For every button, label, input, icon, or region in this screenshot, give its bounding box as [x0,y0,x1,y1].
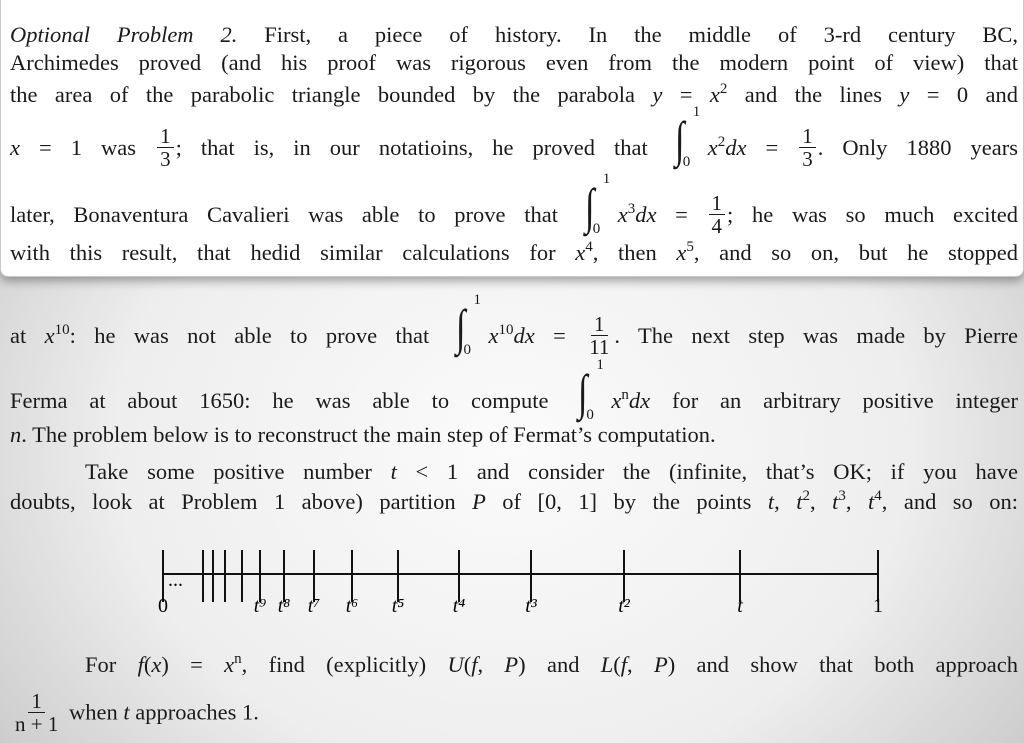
tick-label: t⁴ [452,595,466,617]
exponent: 3 [627,201,636,217]
text: approaches 1. [129,699,259,725]
numerator: 1 [157,125,174,148]
fraction [586,313,612,358]
text: the area of the parabolic triangle bounded by the parabola [10,82,653,107]
text: First, a piece of history. In the middle of 3-rd century BC, [237,22,1018,47]
exponent: 5 [686,239,694,255]
text: with this result, that hedid similar calculations for [10,240,576,265]
integral-sign-icon: ∫ [674,111,685,167]
text: for an arbitrary positive integer [650,388,1019,413]
partition-diagram [0,530,1024,630]
math-symbol: y [899,82,910,107]
fraction [709,192,726,237]
text: = 1 was [20,135,156,160]
math-symbol: x [10,135,20,160]
math-symbol: t [832,489,839,514]
fraction [12,690,61,735]
tick-label: t⁵ [391,595,405,617]
text: ; that is, in our notatioins, he proved that [175,135,667,160]
text: : he was not able to prove that [69,323,448,348]
math-symbol: x [575,240,586,265]
exponent: 10 [498,322,514,338]
math-symbol: t [796,489,803,514]
text: , [845,489,868,514]
numerator: 1 [28,690,45,713]
math-symbol: dx [725,135,747,160]
exponent: 2 [802,488,811,504]
text-line [10,48,1018,78]
math-symbol: f [471,652,478,677]
tick-label: 0 [158,595,168,617]
text: ( [613,652,621,677]
tick-label: t³ [525,595,537,617]
text-line [10,357,1019,423]
text-line [10,171,1018,239]
text-line [10,20,1018,50]
text: , find (explicitly) [241,652,448,677]
text: when [63,699,124,725]
numerator: 1 [709,192,726,215]
text: ) and show that both approach [667,652,1018,677]
math-symbol: P [472,489,486,514]
text: . The problem below is to reconstruct the main step of Fermat’s computation. [21,422,716,447]
text: , [774,489,797,514]
tick-label: t⁹ [253,595,267,617]
math-symbol: U [447,652,464,677]
integral-sign-icon: ∫ [578,364,588,420]
denominator: 3 [160,147,171,172]
text: of [0, 1] by the points [485,489,768,514]
text-line [85,650,1018,680]
text-line [10,487,1018,517]
text-line [10,292,1018,360]
tick-label: t [737,595,743,617]
integral [452,292,486,358]
exponent: n [621,387,629,403]
tick-label: t⁷ [307,595,321,617]
text: , [627,652,654,677]
text-line [10,104,1018,172]
math-symbol: y [652,82,663,107]
ellipsis: ... [168,569,183,591]
text: ( [143,652,152,677]
text: , and so on, but he stopped [693,240,1018,265]
text: Ferma at about 1650: he was able to compute [10,388,571,413]
text: , then [592,240,677,265]
text: , [477,652,505,677]
tick-label: t⁶ [345,595,359,617]
exponent: 4 [585,239,593,255]
lower-limit: 0 [682,154,691,170]
math-symbol: x [488,323,499,348]
text: = 0 and [909,82,1018,107]
integral [581,171,615,237]
math-symbol: Optional Problem 2. [10,22,238,47]
math-symbol: t [390,459,397,484]
math-symbol: t [767,489,775,514]
integral [574,357,608,423]
math-symbol: x [224,652,235,677]
math-symbol: x [707,135,718,160]
exponent: 2 [717,134,726,150]
text: = [746,135,798,160]
exponent: 2 [719,81,728,97]
text: later, Bonaventura Cavalieri was able to prove that [10,202,577,227]
exponent: 3 [838,488,846,504]
exponent: 4 [874,488,882,504]
text: Take some positive number [85,459,391,484]
text: . Only 1880 years [817,135,1018,160]
math-symbol: P [654,652,668,677]
upper-limit: 1 [596,357,604,373]
numerator: 1 [799,125,816,148]
text: . The next step was made by Pierre [614,323,1018,348]
math-symbol: x [44,323,55,348]
math-symbol: dx [513,323,535,348]
text-line [85,457,1018,487]
text: < 1 and consider the (infinite, that’s OK; if you have [396,459,1018,484]
text: For [85,652,138,677]
tick-label: t⁸ [277,595,291,617]
lower-limit: 0 [586,407,594,423]
math-symbol: x [709,82,720,107]
math-symbol: x [676,240,687,265]
denominator: 3 [802,147,813,172]
text: , and so on: [881,489,1019,514]
text: = [534,323,585,348]
text: and the lines [727,82,900,107]
text: ( [463,652,472,677]
text: , [810,489,833,514]
denominator: n + 1 [15,712,59,736]
text: at [10,323,45,348]
fraction [157,125,174,170]
integral-sign-icon: ∫ [584,178,595,234]
math-symbol: f [137,652,144,677]
math-symbol: f [620,652,628,677]
math-symbol: L [600,652,614,677]
text: = [656,202,707,227]
denominator: 11 [589,335,610,360]
text-line [10,80,1018,110]
text: doubts, look at Problem 1 above) partition [10,489,473,514]
text: ) = [161,652,225,677]
text-line [10,420,1018,450]
upper-limit: 1 [602,171,611,187]
math-symbol: x [617,202,628,227]
upper-limit: 1 [473,292,482,308]
text-line [10,689,1018,736]
tick-label: 1 [873,595,883,617]
exponent: n [234,651,242,667]
lower-limit: 0 [463,342,472,358]
numerator: 1 [591,313,608,336]
math-symbol: t [123,699,130,725]
exponent: 10 [54,322,70,338]
math-symbol: P [504,652,519,677]
fraction [799,125,816,170]
denominator: 4 [711,214,723,239]
text: = [662,82,710,107]
math-symbol: x [151,652,162,677]
tick-label: t² [618,595,630,617]
text: Archimedes proved (and his proof was rigorous even from the modern point of view) that [10,50,1018,75]
text: ; he was so much excited [727,202,1018,227]
integral-sign-icon: ∫ [455,299,466,355]
math-symbol: x [611,388,622,413]
math-symbol: n [10,422,22,447]
lower-limit: 0 [592,221,601,237]
text: ) and [518,652,601,677]
math-symbol: t [867,489,875,514]
integral [671,104,705,170]
upper-limit: 1 [692,104,701,120]
math-symbol: dx [635,202,657,227]
text-line [10,238,1018,268]
math-symbol: dx [628,388,651,413]
